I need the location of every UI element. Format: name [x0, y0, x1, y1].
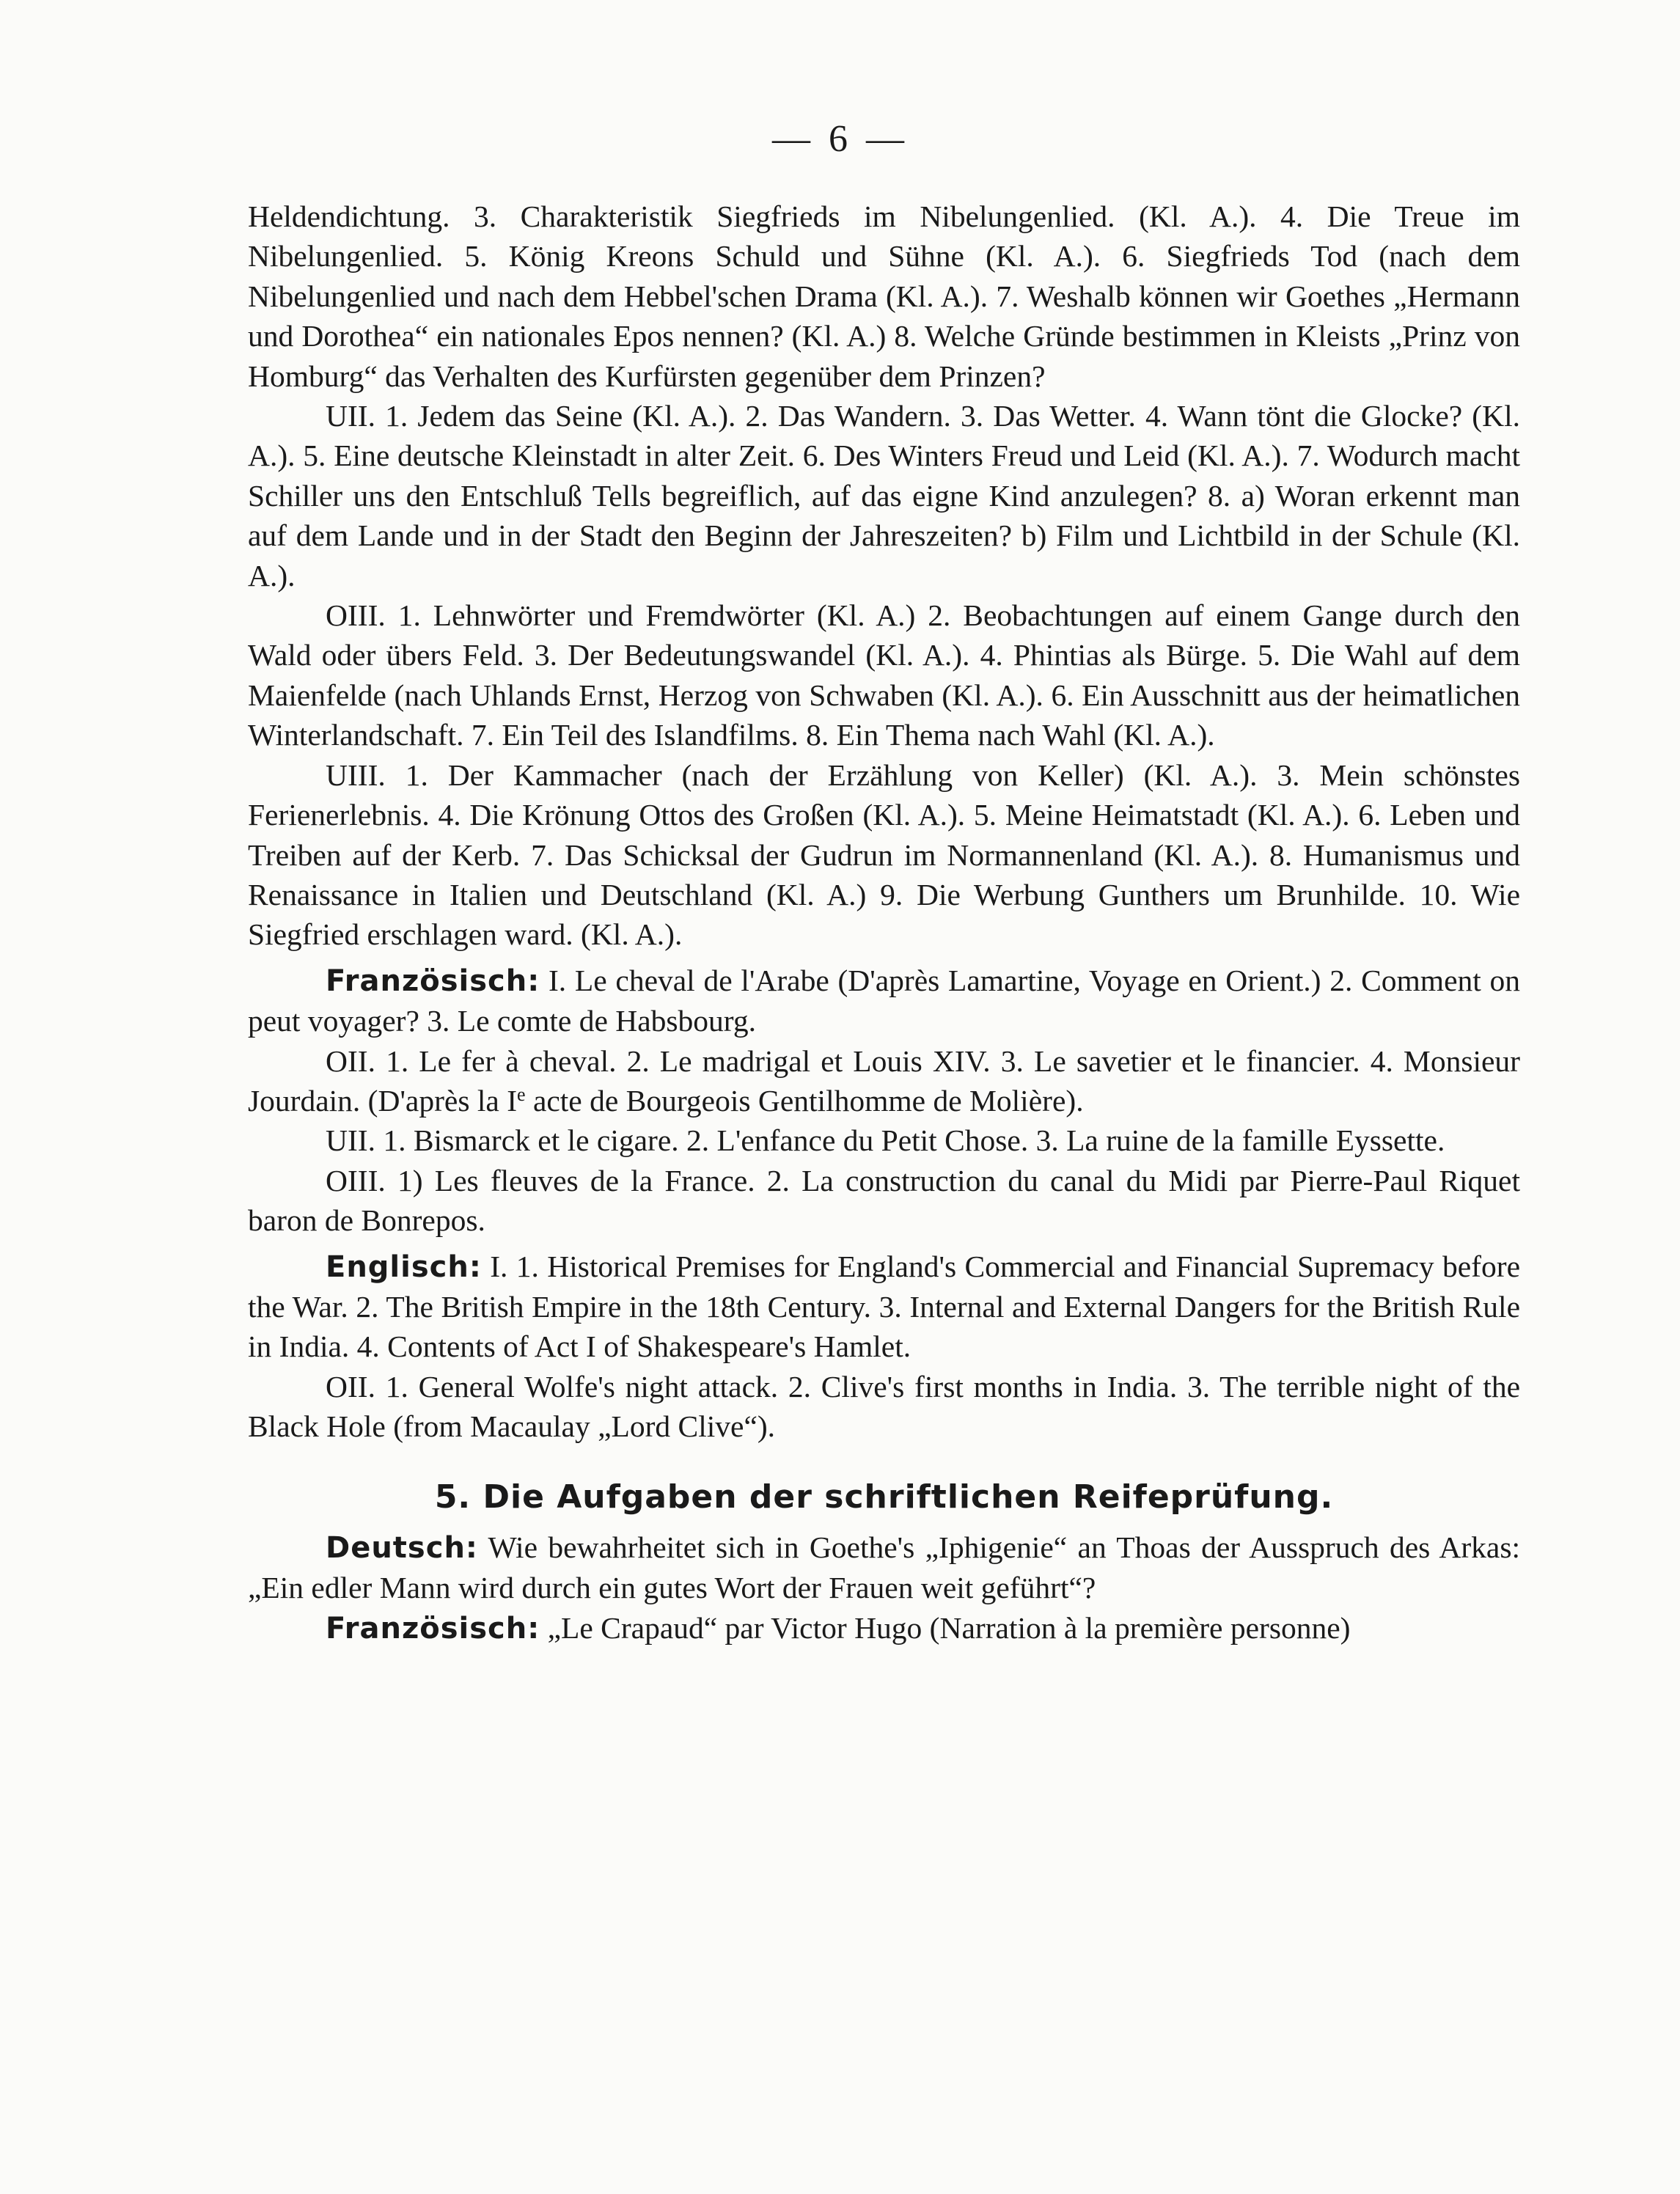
- english-oi-paragraph: [248, 1247, 1520, 1367]
- french-oii-text-b: acte de Bourgeois Gentilhomme de Molière).: [525, 1083, 1084, 1118]
- reifepruefung-franzoesisch-text: „Le Crapaud“ par Victor Hugo (Narration à la première personne): [547, 1610, 1351, 1645]
- french-oi-text: I. Le cheval de l'Arabe (D'après Lamartine, Voyage en Orient.) 2. Comment on peut voyager? 3. Le comte de Habsbourg.: [248, 963, 1520, 1038]
- english-label: Englisch:: [326, 1250, 482, 1284]
- german-oii-continuation: Heldendichtung. 3. Charakteristik Siegfrieds im Nibelungenlied. (Kl. A.). 4. Die Treue im Nibelungenlied. 5. König Kreons Schuld und Sühne (Kl. A.). 6. Siegfrieds Tod (nach dem Nibelungenlied und nach dem Hebbel'schen Drama (Kl. A.). 7. Weshalb können wir Goethes „Hermann und Dorothea“ ein nationales Epos nennen? (Kl. A.) 8. Welche Gründe bestimmen in Kleists „Prinz von Homburg“ das Verhalten des Kurfürsten gegenüber dem Prinzen?: [248, 199, 1520, 393]
- french-oii-paragraph: [248, 1041, 1520, 1121]
- document-body: [248, 197, 1520, 1648]
- section-heading-reifepruefung: 5. Die Aufgaben der schriftlichen Reifeprüfung.: [434, 1478, 1334, 1516]
- french-uii-paragraph: UII. 1. Bismarck et le cigare. 2. L'enfance du Petit Chose. 3. La ruine de la famille Eyssette.: [326, 1123, 1445, 1158]
- english-oi-text: I. 1. Historical Premises for England's Commercial and Financial Supremacy before the War. 2. The British Empire in the 18th Century. 3. Internal and External Dangers for the British Rule in India. 4. Contents of Act I of Shakespeare's Hamlet.: [248, 1249, 1520, 1364]
- reifepruefung-deutsch-text: Wie bewahrheitet sich in Goethe's „Iphigenie“ an Thoas der Ausspruch des Arkas: „Ein edler Mann wird durch ein gutes Wort der Frauen weit geführt“?: [248, 1530, 1520, 1605]
- french-label: Französisch:: [326, 964, 540, 998]
- reifepruefung-franzoesisch-label: Französisch:: [326, 1611, 540, 1646]
- french-oi-paragraph: [248, 961, 1520, 1041]
- french-oii-superscript: e: [517, 1083, 526, 1105]
- french-oiii-paragraph: OIII. 1) Les fleuves de la France. 2. La construction du canal du Midi par Pierre-Paul Riquet baron de Bonrepos.: [248, 1163, 1520, 1238]
- reifepruefung-deutsch-label: Deutsch:: [326, 1531, 478, 1565]
- page-number: — 6 —: [772, 118, 909, 160]
- french-oii-text-a: OII. 1. Le fer à cheval. 2. Le madrigal et Louis XIV. 3. Le savetier et le financier. 4. Monsieur Jourdain. (D'après la I: [248, 1043, 1520, 1118]
- reifepruefung-deutsch-paragraph: [248, 1527, 1520, 1608]
- german-uii-paragraph: UII. 1. Jedem das Seine (Kl. A.). 2. Das Wandern. 3. Das Wetter. 4. Wann tönt die Glocke? (Kl. A.). 5. Eine deutsche Kleinstadt in alter Zeit. 6. Des Winters Freud und Leid (Kl. A.). 7. Wodurch macht Schiller uns den Entschluß Tells begreiflich, auf das eigne Kind anzulegen? 8. a) Woran erkennt man auf dem Lande und in der Stadt den Beginn der Jahreszeiten? b) Film und Lichtbild in der Schule (Kl. A.).: [248, 399, 1520, 592]
- german-uiii-paragraph: UIII. 1. Der Kammacher (nach der Erzählung von Keller) (Kl. A.). 3. Mein schönstes Ferienerlebnis. 4. Die Krönung Ottos des Großen (Kl. A.). 5. Meine Heimatstadt (Kl. A.). 6. Leben und Treiben auf der Kerb. 7. Das Schicksal der Gudrun im Normannenland (Kl. A.). 8. Humanismus und Renaissance in Italien und Deutschland (Kl. A.) 9. Die Werbung Gunthers um Brunhilde. 10. Wie Siegfried erschlagen ward. (Kl. A.).: [248, 757, 1520, 952]
- reifepruefung-franzoesisch-paragraph: [248, 1608, 1520, 1648]
- english-oii-paragraph: OII. 1. General Wolfe's night attack. 2. Clive's first months in India. 3. The terrible night of the Black Hole (from Macaulay „Lord Clive“).: [248, 1369, 1520, 1444]
- german-oiii-paragraph: OIII. 1. Lehnwörter und Fremdwörter (Kl. A.) 2. Beobachtungen auf einem Gange durch den Wald oder übers Feld. 3. Der Bedeutungswandel (Kl. A.). 4. Phintias als Bürge. 5. Die Wahl auf dem Maienfelde (nach Uhlands Ernst, Herzog von Schwaben (Kl. A.). 6. Ein Ausschnitt aus der heimatlichen Winterlandschaft. 7. Ein Teil des Islandfilms. 8. Ein Thema nach Wahl (Kl. A.).: [248, 598, 1520, 752]
